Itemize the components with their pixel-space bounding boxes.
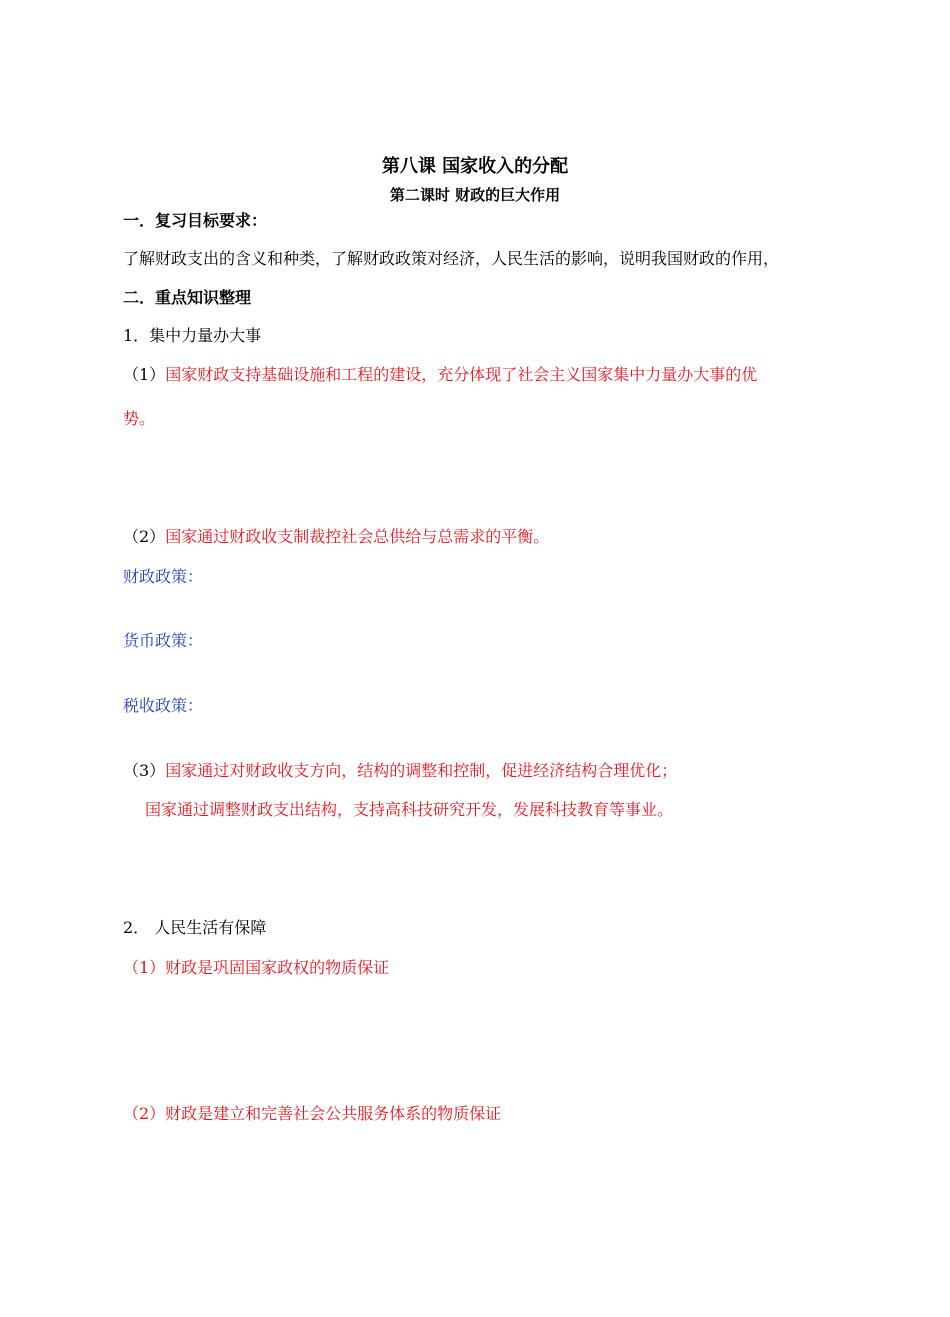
page-subtitle: 第二课时 财政的巨大作用 xyxy=(389,186,561,204)
point-number: （1） xyxy=(123,365,166,384)
topic1-point2 xyxy=(123,527,549,547)
fiscal-policy-label: 财政政策： xyxy=(123,567,204,586)
section-heading-knowledge: 二．重点知识整理 xyxy=(123,288,252,307)
topic1-point1-line1 xyxy=(123,365,757,385)
point-number: （2） xyxy=(123,527,166,546)
monetary-policy-label: 货币政策： xyxy=(123,631,204,650)
topic2-point1: （1）财政是巩固国家政权的物质保证 xyxy=(123,958,390,977)
point-number: （3） xyxy=(123,761,166,780)
topic1-point3-line2: 国家通过调整财政支出结构，支持高科技研究开发，发展科技教育等事业。 xyxy=(145,800,674,819)
section-heading-goals: 一．复习目标要求： xyxy=(123,211,268,230)
topic1-point1-line2: 势。 xyxy=(123,409,156,428)
point-text: 国家通过对财政收支方向，结构的调整和控制，促进经济结构合理优化； xyxy=(165,761,678,780)
page-title: 第八课 国家收入的分配 xyxy=(381,156,569,177)
point-text: 国家通过财政收支制裁控社会总供给与总需求的平衡。 xyxy=(165,527,550,546)
tax-policy-label: 税收政策： xyxy=(123,696,204,715)
topic1-point3-line1 xyxy=(123,761,677,781)
point-text: 国家财政支持基础设施和工程的建设，充分体现了社会主义国家集中力量办大事的优 xyxy=(165,365,758,384)
goals-text: 了解财政支出的含义和种类，了解财政政策对经济，人民生活的影响，说明我国财政的作用， xyxy=(123,249,780,268)
topic2-point2: （2）财政是建立和完善社会公共服务体系的物质保证 xyxy=(123,1104,502,1123)
topic-title-2: 2． 人民生活有保障 xyxy=(123,918,267,937)
topic-title-1: 1．集中力量办大事 xyxy=(123,326,262,345)
